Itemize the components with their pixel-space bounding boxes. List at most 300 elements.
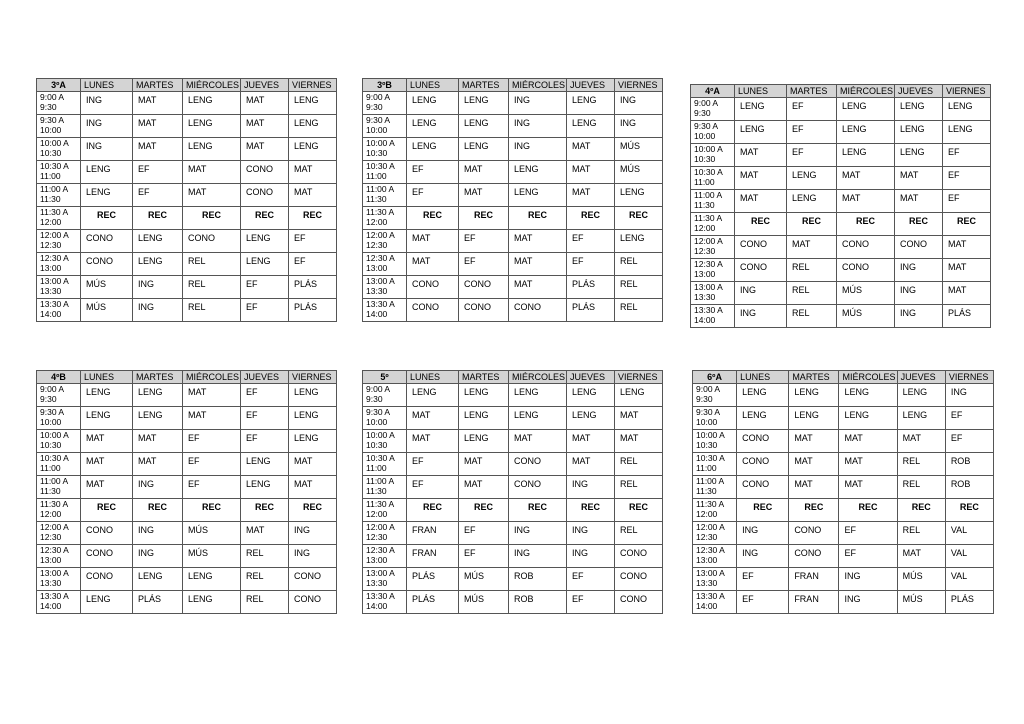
subject-cell: ROB: [945, 476, 993, 499]
subject-cell: MAT: [183, 161, 241, 184]
subject-cell: MAT: [133, 115, 183, 138]
subject-cell: LENG: [735, 121, 787, 144]
time-slot: 10:30 A 11:00: [37, 161, 81, 184]
subject-cell: ING: [509, 92, 567, 115]
time-slot: 11:30 A 12:00: [37, 207, 81, 230]
time-slot-row: [37, 545, 337, 568]
subject-cell: CONO: [735, 259, 787, 282]
time-slot-row: [693, 545, 994, 568]
subject-cell: LENG: [943, 98, 991, 121]
day-header: VIERNES: [615, 79, 663, 92]
subject-cell: LENG: [787, 167, 837, 190]
day-header: JUEVES: [241, 371, 289, 384]
day-header: MARTES: [133, 79, 183, 92]
time-slot: 10:30 A 11:00: [693, 453, 737, 476]
subject-cell: LENG: [81, 591, 133, 614]
time-slot: 12:30 A 13:00: [363, 253, 407, 276]
subject-cell: MAT: [289, 161, 337, 184]
subject-cell: MAT: [81, 430, 133, 453]
subject-cell: MAT: [407, 430, 459, 453]
time-slot: 13:30 A 14:00: [37, 299, 81, 322]
subject-cell: LENG: [289, 115, 337, 138]
time-slot-row: [691, 167, 991, 190]
subject-cell: MAT: [509, 276, 567, 299]
subject-cell: FRAN: [407, 545, 459, 568]
time-slot-row: [363, 384, 663, 407]
time-slot: 12:30 A 13:00: [363, 545, 407, 568]
subject-cell: CONO: [509, 453, 567, 476]
subject-cell: MAT: [567, 138, 615, 161]
time-slot: 9:00 A 9:30: [363, 384, 407, 407]
subject-cell: REL: [787, 305, 837, 328]
time-slot: 12:00 A 12:30: [363, 230, 407, 253]
time-slot-row: [363, 591, 663, 614]
subject-cell: LENG: [459, 138, 509, 161]
day-header: LUNES: [735, 85, 787, 98]
subject-cell: LENG: [789, 384, 839, 407]
subject-cell: MÚS: [459, 568, 509, 591]
time-slot: 9:00 A 9:30: [691, 98, 735, 121]
subject-cell: LENG: [459, 115, 509, 138]
subject-cell: LENG: [183, 92, 241, 115]
subject-cell: REC: [407, 499, 459, 522]
class-name: 6ºA: [693, 371, 737, 384]
time-slot: 12:00 A 12:30: [363, 522, 407, 545]
subject-cell: LENG: [183, 115, 241, 138]
timetable-4b: [36, 370, 337, 614]
subject-cell: REC: [943, 213, 991, 236]
subject-cell: REL: [241, 568, 289, 591]
subject-cell: MAT: [459, 161, 509, 184]
time-slot-row: [37, 207, 337, 230]
subject-cell: CONO: [81, 230, 133, 253]
day-header: JUEVES: [895, 85, 943, 98]
subject-cell: CONO: [895, 236, 943, 259]
time-slot: 10:00 A 10:30: [691, 144, 735, 167]
time-slot-row: [691, 213, 991, 236]
subject-cell: MÚS: [183, 522, 241, 545]
subject-cell: CONO: [837, 259, 895, 282]
subject-cell: REL: [241, 591, 289, 614]
subject-cell: REC: [897, 499, 945, 522]
subject-cell: LENG: [459, 430, 509, 453]
subject-cell: MAT: [837, 190, 895, 213]
subject-cell: MAT: [289, 453, 337, 476]
day-header: MIÉRCOLES: [509, 79, 567, 92]
time-slot-row: [37, 568, 337, 591]
time-slot: 12:30 A 13:00: [37, 253, 81, 276]
subject-cell: REL: [615, 253, 663, 276]
subject-cell: ING: [133, 276, 183, 299]
day-header: JUEVES: [241, 79, 289, 92]
subject-cell: FRAN: [789, 568, 839, 591]
time-slot: 11:00 A 11:30: [363, 476, 407, 499]
time-slot: 11:30 A 12:00: [363, 499, 407, 522]
time-slot-row: [693, 384, 994, 407]
subject-cell: EF: [183, 453, 241, 476]
time-slot: 10:00 A 10:30: [37, 138, 81, 161]
subject-cell: LENG: [459, 407, 509, 430]
time-slot: 10:30 A 11:00: [363, 161, 407, 184]
subject-cell: REC: [459, 207, 509, 230]
subject-cell: MAT: [459, 184, 509, 207]
header-row: [37, 371, 337, 384]
subject-cell: EF: [241, 299, 289, 322]
subject-cell: MAT: [459, 453, 509, 476]
subject-cell: EF: [567, 230, 615, 253]
subject-cell: REC: [459, 499, 509, 522]
time-slot: 10:00 A 10:30: [37, 430, 81, 453]
subject-cell: CONO: [81, 568, 133, 591]
time-slot-row: [37, 161, 337, 184]
subject-cell: MAT: [839, 430, 897, 453]
time-slot-row: [37, 453, 337, 476]
time-slot: 9:00 A 9:30: [37, 384, 81, 407]
subject-cell: MAT: [789, 476, 839, 499]
time-slot: 10:30 A 11:00: [37, 453, 81, 476]
subject-cell: LENG: [81, 407, 133, 430]
subject-cell: LENG: [459, 92, 509, 115]
time-slot: 12:30 A 13:00: [691, 259, 735, 282]
time-slot-row: [363, 430, 663, 453]
subject-cell: MÚS: [897, 591, 945, 614]
day-header: JUEVES: [567, 371, 615, 384]
time-slot: 9:30 A 10:00: [363, 407, 407, 430]
header-row: [363, 371, 663, 384]
subject-cell: LENG: [241, 476, 289, 499]
subject-cell: MAT: [183, 384, 241, 407]
subject-cell: MAT: [567, 430, 615, 453]
subject-cell: CONO: [183, 230, 241, 253]
subject-cell: MÚS: [183, 545, 241, 568]
subject-cell: ROB: [509, 568, 567, 591]
time-slot-row: [363, 253, 663, 276]
day-header: LUNES: [407, 371, 459, 384]
subject-cell: ING: [509, 115, 567, 138]
subject-cell: LENG: [735, 98, 787, 121]
time-slot: 13:30 A 14:00: [693, 591, 737, 614]
subject-cell: EF: [839, 545, 897, 568]
time-slot: 9:30 A 10:00: [37, 407, 81, 430]
subject-cell: LENG: [289, 384, 337, 407]
subject-cell: REC: [839, 499, 897, 522]
time-slot-row: [691, 305, 991, 328]
subject-cell: MAT: [895, 167, 943, 190]
class-name: 3ºA: [37, 79, 81, 92]
day-header: JUEVES: [897, 371, 945, 384]
subject-cell: EF: [787, 121, 837, 144]
subject-cell: REC: [735, 213, 787, 236]
time-slot-row: [37, 138, 337, 161]
subject-cell: MAT: [133, 453, 183, 476]
time-slot: 11:00 A 11:30: [693, 476, 737, 499]
time-slot-row: [363, 453, 663, 476]
time-slot: 13:30 A 14:00: [691, 305, 735, 328]
subject-cell: LENG: [837, 98, 895, 121]
subject-cell: CONO: [81, 545, 133, 568]
subject-cell: EF: [945, 407, 993, 430]
day-header: MARTES: [789, 371, 839, 384]
subject-cell: CONO: [459, 299, 509, 322]
subject-cell: EF: [241, 276, 289, 299]
time-slot: 12:00 A 12:30: [691, 236, 735, 259]
time-slot: 13:30 A 14:00: [363, 299, 407, 322]
subject-cell: REC: [895, 213, 943, 236]
subject-cell: REL: [183, 253, 241, 276]
subject-cell: LENG: [787, 190, 837, 213]
time-slot-row: [693, 591, 994, 614]
subject-cell: EF: [459, 545, 509, 568]
subject-cell: LENG: [567, 407, 615, 430]
subject-cell: MÚS: [837, 305, 895, 328]
subject-cell: MAT: [787, 236, 837, 259]
subject-cell: ING: [839, 591, 897, 614]
subject-cell: ING: [81, 115, 133, 138]
day-header: MARTES: [459, 79, 509, 92]
subject-cell: MAT: [509, 430, 567, 453]
time-slot: 10:30 A 11:00: [363, 453, 407, 476]
time-slot: 13:30 A 14:00: [363, 591, 407, 614]
day-header: VIERNES: [615, 371, 663, 384]
subject-cell: EF: [737, 591, 789, 614]
time-slot-row: [37, 230, 337, 253]
time-slot: 10:00 A 10:30: [363, 138, 407, 161]
subject-cell: EF: [407, 184, 459, 207]
time-slot: 10:00 A 10:30: [693, 430, 737, 453]
subject-cell: REC: [81, 499, 133, 522]
subject-cell: LENG: [839, 384, 897, 407]
subject-cell: LENG: [81, 384, 133, 407]
subject-cell: CONO: [615, 568, 663, 591]
subject-cell: VAL: [945, 545, 993, 568]
subject-cell: EF: [241, 384, 289, 407]
subject-cell: MAT: [133, 138, 183, 161]
subject-cell: PLÁS: [289, 299, 337, 322]
time-slot: 12:00 A 12:30: [37, 522, 81, 545]
subject-cell: LENG: [81, 161, 133, 184]
subject-cell: MAT: [459, 476, 509, 499]
subject-cell: REL: [615, 453, 663, 476]
time-slot-row: [691, 98, 991, 121]
subject-cell: LENG: [509, 184, 567, 207]
subject-cell: MAT: [895, 190, 943, 213]
subject-cell: REL: [897, 453, 945, 476]
subject-cell: MAT: [943, 282, 991, 305]
subject-cell: LENG: [615, 230, 663, 253]
subject-cell: MAT: [81, 476, 133, 499]
subject-cell: LENG: [133, 407, 183, 430]
time-slot: 13:00 A 13:30: [693, 568, 737, 591]
subject-cell: REC: [241, 207, 289, 230]
subject-cell: ING: [133, 522, 183, 545]
time-slot: 9:30 A 10:00: [37, 115, 81, 138]
subject-cell: LENG: [407, 115, 459, 138]
subject-cell: MAT: [509, 230, 567, 253]
subject-cell: REC: [407, 207, 459, 230]
time-slot-row: [693, 430, 994, 453]
subject-cell: CONO: [615, 591, 663, 614]
subject-cell: MAT: [943, 236, 991, 259]
subject-cell: ING: [895, 259, 943, 282]
subject-cell: CONO: [509, 476, 567, 499]
subject-cell: LENG: [289, 138, 337, 161]
header-row: [37, 79, 337, 92]
time-slot-row: [37, 92, 337, 115]
subject-cell: LENG: [737, 407, 789, 430]
timetable-6a: [692, 370, 994, 614]
subject-cell: ING: [615, 115, 663, 138]
subject-cell: MAT: [943, 259, 991, 282]
subject-cell: MAT: [509, 253, 567, 276]
time-slot-row: [691, 121, 991, 144]
time-slot: 13:00 A 13:30: [363, 276, 407, 299]
subject-cell: ING: [735, 282, 787, 305]
time-slot-row: [37, 384, 337, 407]
time-slot-row: [693, 453, 994, 476]
subject-cell: FRAN: [789, 591, 839, 614]
subject-cell: MAT: [789, 430, 839, 453]
time-slot: 11:30 A 12:00: [691, 213, 735, 236]
subject-cell: CONO: [459, 276, 509, 299]
subject-cell: CONO: [407, 276, 459, 299]
subject-cell: LENG: [567, 92, 615, 115]
subject-cell: CONO: [837, 236, 895, 259]
subject-cell: REL: [787, 282, 837, 305]
subject-cell: REC: [787, 213, 837, 236]
time-slot: 13:00 A 13:30: [691, 282, 735, 305]
time-slot: 9:00 A 9:30: [363, 92, 407, 115]
subject-cell: MAT: [567, 184, 615, 207]
subject-cell: ING: [133, 545, 183, 568]
subject-cell: EF: [133, 184, 183, 207]
day-header: MIÉRCOLES: [183, 371, 241, 384]
subject-cell: LENG: [737, 384, 789, 407]
subject-cell: LENG: [241, 253, 289, 276]
subject-cell: EF: [787, 98, 837, 121]
subject-cell: VAL: [945, 568, 993, 591]
subject-cell: LENG: [895, 98, 943, 121]
subject-cell: MAT: [241, 138, 289, 161]
subject-cell: EF: [787, 144, 837, 167]
time-slot-row: [363, 276, 663, 299]
subject-cell: ING: [895, 282, 943, 305]
subject-cell: MÚS: [81, 299, 133, 322]
subject-cell: LENG: [81, 184, 133, 207]
time-slot-row: [363, 499, 663, 522]
time-slot-row: [37, 430, 337, 453]
subject-cell: LENG: [509, 407, 567, 430]
subject-cell: LENG: [133, 384, 183, 407]
subject-cell: CONO: [81, 253, 133, 276]
subject-cell: REC: [567, 207, 615, 230]
subject-cell: ING: [289, 545, 337, 568]
subject-cell: EF: [289, 230, 337, 253]
subject-cell: ING: [839, 568, 897, 591]
subject-cell: LENG: [837, 121, 895, 144]
subject-cell: ING: [81, 92, 133, 115]
subject-cell: REC: [615, 499, 663, 522]
time-slot: 11:00 A 11:30: [37, 184, 81, 207]
subject-cell: EF: [183, 476, 241, 499]
subject-cell: EF: [567, 253, 615, 276]
time-slot-row: [37, 253, 337, 276]
subject-cell: LENG: [183, 568, 241, 591]
subject-cell: VAL: [945, 522, 993, 545]
timetable-4a: [690, 84, 991, 328]
subject-cell: EF: [241, 430, 289, 453]
time-slot-row: [363, 207, 663, 230]
subject-cell: EF: [289, 253, 337, 276]
subject-cell: MAT: [897, 430, 945, 453]
subject-cell: REL: [615, 522, 663, 545]
subject-cell: LENG: [509, 161, 567, 184]
time-slot-row: [363, 299, 663, 322]
subject-cell: REC: [615, 207, 663, 230]
subject-cell: EF: [459, 230, 509, 253]
subject-cell: REL: [897, 476, 945, 499]
time-slot: 13:00 A 13:30: [37, 568, 81, 591]
subject-cell: MAT: [567, 453, 615, 476]
time-slot-row: [693, 476, 994, 499]
subject-cell: REC: [837, 213, 895, 236]
subject-cell: LENG: [289, 92, 337, 115]
subject-cell: MÚS: [459, 591, 509, 614]
subject-cell: MAT: [133, 92, 183, 115]
header-row: [691, 85, 991, 98]
subject-cell: LENG: [567, 384, 615, 407]
subject-cell: MAT: [289, 476, 337, 499]
subject-cell: REC: [509, 499, 567, 522]
subject-cell: REC: [81, 207, 133, 230]
time-slot-row: [37, 499, 337, 522]
subject-cell: MAT: [615, 430, 663, 453]
subject-cell: EF: [943, 144, 991, 167]
time-slot: 9:00 A 9:30: [37, 92, 81, 115]
time-slot: 9:00 A 9:30: [693, 384, 737, 407]
subject-cell: MAT: [241, 522, 289, 545]
subject-cell: EF: [567, 568, 615, 591]
subject-cell: LENG: [837, 144, 895, 167]
day-header: VIERNES: [943, 85, 991, 98]
subject-cell: MÚS: [615, 138, 663, 161]
subject-cell: LENG: [241, 453, 289, 476]
time-slot-row: [691, 236, 991, 259]
time-slot: 9:30 A 10:00: [363, 115, 407, 138]
day-header: MARTES: [787, 85, 837, 98]
time-slot-row: [693, 499, 994, 522]
subject-cell: PLÁS: [289, 276, 337, 299]
subject-cell: CONO: [81, 522, 133, 545]
subject-cell: MAT: [407, 253, 459, 276]
class-name: 4ºB: [37, 371, 81, 384]
day-header: MIÉRCOLES: [509, 371, 567, 384]
subject-cell: MAT: [735, 144, 787, 167]
subject-cell: CONO: [241, 161, 289, 184]
day-header: MIÉRCOLES: [183, 79, 241, 92]
time-slot-row: [363, 115, 663, 138]
subject-cell: EF: [839, 522, 897, 545]
time-slot-row: [37, 476, 337, 499]
subject-cell: CONO: [789, 522, 839, 545]
subject-cell: ING: [509, 545, 567, 568]
time-slot-row: [37, 184, 337, 207]
subject-cell: EF: [737, 568, 789, 591]
subject-cell: CONO: [737, 476, 789, 499]
time-slot-row: [363, 92, 663, 115]
timetable-3b: [362, 78, 663, 322]
subject-cell: REL: [615, 276, 663, 299]
subject-cell: MAT: [407, 407, 459, 430]
